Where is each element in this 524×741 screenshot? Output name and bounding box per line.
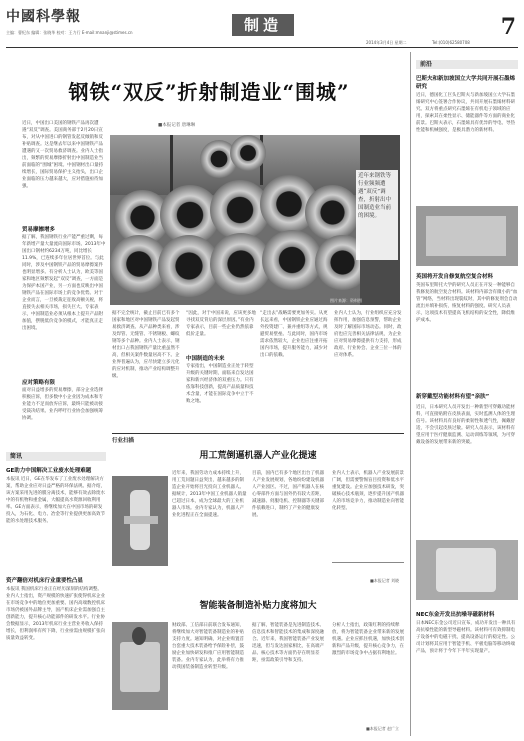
main-col3-text: “因此，对于中国来说，应该更多地寻找双反背后的深层原因。”有业内专家表示，目前一些企业仍然依靠低价走量。 — [186, 311, 256, 337]
main-sub-heading-3: 中国制造的未来 — [186, 356, 225, 362]
article3-col1: 财政部、工信部日前联合发布通知，将继续加大对智能装备制造业的补贴支持力度。通知明确，对企业购置首台套重大技术装备给予保险补偿，鼓励企业加快研发和推广应用智能制造装备。业内专家认为，此举将有力推动我国装备制造业转型升级。 — [172, 623, 244, 670]
main-col2-text: 据不完全统计，截止目前已有多个国家和地区对中国钢铁产品发起贸易救济调查。从产品种类来看，涉及焊管、无缝管、不锈钢板、螺纹钢等多个品种。业内人士表示，钢材出口占我国钢铁产量比重虽然不高，但相关案件数量居高不下。企业界普遍认为，应尽快建立多元化的应对机制，推动产业结构调整升级。 — [112, 311, 180, 379]
sidebar-divider — [410, 52, 411, 736]
sidebar-text-3: 近日，日本研究人员开发出一种新型可穿戴功能材料，可直接贴附在皮肤表面，实时监测人体的生理信号。该材料具有良好的柔韧性和透气性，佩戴舒适，不会引起皮肤过敏。研究人员表示，该材料有望应用于医疗健康监测、运动训练等领域，为可穿戴设备的发展带来新的突破。 — [416, 405, 515, 445]
briefs-label: 简讯 — [6, 452, 106, 461]
main-byline: ■本报记者 唐琳琳 — [158, 123, 196, 128]
article3-title: 智能装备制造补贴力度将加大 — [199, 601, 317, 611]
photo-credit: 图片来源：资料图 — [330, 298, 362, 303]
sidebar-title-1: 巴斯夫和新加坡国立大学共同开展石墨烯研究 — [416, 76, 516, 90]
article2-col2: 目前，国内已有多个地区出台了机器人产业发展规划，各地纷纷建设机器人产业园区。不过，国产机器人在核心零部件方面与国外仍有较大差距，减速器、伺服电机、控制器等关键部件依赖进口，制约了产业的健康发展。 — [252, 471, 324, 518]
equipment-photo — [112, 622, 168, 710]
brief-title-1: GE助力中国解决工业废水处理难题 — [6, 468, 92, 474]
article3-col2: 据了解，智能装备是先进制造技术、信息技术和智能技术的集成和深度融合。近年来，我国智能装备产业发展迅速，但与发达国家相比，在高端产品、核心技术等方面仍存在明显差距，亟需政策引导和支持。 — [252, 623, 324, 663]
masthead-logo: 中國科學報 — [6, 9, 81, 25]
main-col3b-text: 专家指出，中国制造业正处于转型升级的关键时期，面临来自发达国家和新兴经济体的双重压力。只有依靠科技创新，提高产品质量和技术含量，才能在国际竞争中立于不败之地。 — [186, 364, 254, 404]
article2-col3: 业内人士表示，机器人产业发展前景广阔，但需要警惕盲目投资和低水平重复建设。企业应加强技术研发，突破核心技术瓶颈，逐步提升国产机器人的市场竞争力，推动制造业向智能化转型。 — [332, 471, 404, 511]
main-col1-text: 据了解，我国钢铁行业产能严重过剩，每年新增产量大量流向国际市场。2013年中国出口钢材约6234万吨，同比增长11.9%，已连续多年位居世界首位。与此同时，涉及中国钢铁产品的贸易摩擦案件也明显增多。有分析人士认为，欧美等国家和地区频繁发起“双反”调查，一方面是为保护本国产业，另一方面也反映出中国钢铁产品在国际市场上的竞争优势。对于企业而言，一旦被裁定征收高额关税，将直接失去相关市场，损失巨大。专家表示，中国制造业必须从根本上提升产品附加值，摆脱低价竞争的模式，才能真正走出困境。 — [22, 235, 106, 331]
article2-note — [332, 562, 404, 588]
main-col1b-text: 面对日益增多的贸易摩擦，部分企业选择积极应诉，但多数中小企业因为成本和专业能力不足而放弃应诉，最终只能被动接受裁决结果。业内呼吁行业协会加强统筹协调。 — [22, 388, 103, 421]
page-number: 7 — [500, 14, 516, 40]
sidebar-label: 前沿 — [416, 60, 518, 69]
sidebar-title-3: 新穿戴型功能材料有望“亲肤” — [416, 394, 490, 400]
article2-col1: 近年来，我国劳动力成本持续上升，用工荒问题日益突出，越来越多的制造企业开始将目光投向工业机器人。据统计，2013年中国工业机器人销量已超过日本，成为全球最大的工业机器人市场。业内专家认为，机器人产业化进程正在全面提速。 — [172, 471, 247, 518]
masthead-date: 2014年3月4日 星期二 — [366, 40, 407, 45]
brief-text-1: 本报讯 近日，GE在华发布了工业废水处理解决方案，帮助企业应对日益严格的环保法规。据介绍，该方案采用先进的膜分离技术，能够有效去除废水中的有机物和重金属，大幅提高水资源回收利用率。GE方面表示，将继续加大在中国市场的研发投入，为石化、电力、冶金等行业提供更加高效节能的水处理技术服务。 — [6, 477, 105, 524]
brief-text-2: 本报讯 我国机床行业正在经历深刻的结构调整。业内人士指出，资产规模的快速扩张使得机床企业在市场竞争中的地位更加重要。国内高端数控机床市场仍被国外品牌主导，国产机床企业需加强自主创新能力，提升核心功能部件的研发水平。行业协会数据显示，2013年机床行业主营业务收入保持增长，但利润率有所下降，行业亟需由规模扩张向质量效益转变。 — [6, 587, 105, 641]
article3-credit: ■本报记者 赵广立 — [366, 726, 400, 731]
sidebar-text-4: 日本NEC东金公司近日宣布，成功开发出一种具有高抗噪性能的新型导磁材料。该材料可有效抑制电子设备中的电磁干扰，提高设备运行的稳定性。公司计划将其应用于智能手机、平板电脑等移动终端产品，预计将于今年下半年实现量产。 — [416, 621, 516, 654]
article3-col3: 分析人士指出，政策红利的持续释放，将为智能装备企业带来新的发展机遇。企业应抓住机遇，加快技术创新和产品升级，提升核心竞争力，在激烈的市场竞争中占据有利地位。 — [332, 623, 404, 656]
main-col5-text: 业内人士认为，行业组织应充分发挥作用，加强信息预警，帮助企业及时了解国际市场动态。同时，政府也应完善相关法律法规，为企业应对贸易摩擦提供有力支持，形成政府、行业协会、企业三位一体的应对体系。 — [334, 311, 402, 358]
brief-title-2: 资产翻倍对机床行业重要性凸显 — [6, 578, 84, 584]
main-sub-heading-1: 贸易摩擦增多 — [22, 227, 56, 233]
article2-credit: ■本报记者 刘晓 — [370, 578, 400, 583]
sidebar-title-4: NEC东金开发出抗噪导磁新材料 — [416, 612, 495, 618]
sidebar-text-1: 近日，德国化工巨头巴斯夫与新加坡国立大学石墨烯研究中心签署合作协议，共同开展石墨烯材料研究。双方将重点研究石墨烯在有机电子领域的应用，探索其在柔性显示、储能器件等方面的商业化前景。巴斯夫表示，石墨烯具有优异的导电、导热性能和机械强度，是极具潜力的新材料。 — [416, 93, 515, 133]
sidebar-title-2: 英国将开发自修复航空复合材料 — [416, 274, 494, 280]
sidebar-photo — [416, 206, 518, 266]
main-intro-text: 近日，中国出口美国的钢铁产品再次遭遇“双反”调查。美国商务部于2月20日宣布，对从中国进口的钢管发起反倾销和反补贴调查。这是继去年以来中国钢铁产品遭遇的又一次贸易救济调查。业内人士指出，频繁的贸易摩擦折射出中国制造业当前面临的“围城”困境。中国钢材出口量持续增长，国际贸易保护主义抬头，出口企业面临的压力越来越大，应对措施亟待加强。 — [22, 121, 104, 189]
photo-caption-quote: 近年来钢铁等行业频频遭遇“双反”调查，折射出中国制造业当前的困境。 — [356, 170, 398, 260]
section-tab: 制造 — [232, 14, 294, 36]
sidebar-photo-2 — [416, 540, 518, 600]
industry-rule — [112, 433, 404, 434]
sidebar-text-2: 英国布里斯托大学的研究人员正在开发一种能够自我修复的航空复合材料。该材料内部含有微小的“血管”网络，当材料出现裂纹时，其中的修复剂会自动流出并填补损伤，恢复材料的强度。研究人员表示，这项技术有望提高飞机结构的安全性，降低维护成本。 — [416, 283, 518, 323]
article2-title: 用工荒倒逼机器人产业化提速 — [199, 451, 317, 461]
industry-label: 行业扫描 — [112, 438, 135, 444]
masthead-editor-line: 主编：曹纪东 编辑：张晓华 校对：王力行 E-mail:mnanji@stimes.cn — [6, 30, 133, 35]
robot-photo — [112, 476, 168, 566]
header-rule — [6, 47, 518, 48]
main-col4-text: “走出去”战略需要更加务实。从更长远来看，中国钢铁企业应通过海外投资建厂、兼并重组等方式，规避贸易壁垒。与此同时，国内市场需求依然较大，企业也应注重开拓国内市场，提升服务能力，减少对出口的依赖。 — [260, 311, 328, 358]
masthead-tel: Tel:(010)62580708 — [432, 40, 470, 45]
main-headline: 钢铁“双反”折射制造业“围城” — [68, 80, 350, 104]
main-sub-heading-2: 应对策略有限 — [22, 380, 56, 386]
